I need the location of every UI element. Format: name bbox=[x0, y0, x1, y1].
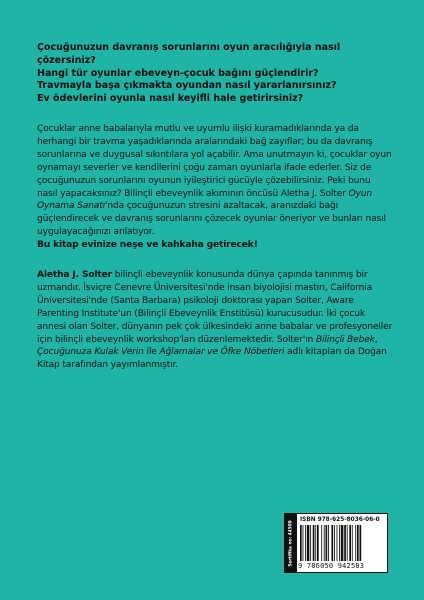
barcode-bar bbox=[331, 525, 333, 561]
separator-1: , bbox=[374, 334, 378, 345]
certificate-number: Sertifika no: 44509 bbox=[288, 519, 294, 567]
description-paragraph bbox=[37, 123, 393, 239]
barcode-bar bbox=[326, 525, 328, 561]
barcode-bar bbox=[352, 525, 353, 561]
barcode-bar bbox=[315, 525, 316, 561]
other-book-title-3: Ağlamalar ve Öfke Nöbetleri bbox=[159, 347, 285, 358]
barcode-bar bbox=[324, 525, 325, 561]
barcode-bar bbox=[341, 525, 344, 561]
question-3: Travmayla başa çıkmakta oyundan nasıl yararlanırsınız? bbox=[37, 80, 337, 92]
barcode-bar bbox=[360, 525, 362, 561]
barcode-bar bbox=[310, 525, 311, 561]
barcode-bar bbox=[349, 525, 351, 561]
barcode-bar bbox=[328, 525, 329, 561]
barcode-bar bbox=[321, 525, 322, 561]
author-bio-text-2: adlı kitapları da Doğan Kitap tarafından yayımlanmıştır. bbox=[37, 347, 387, 371]
author-bio-text-1: bilinçli ebeveynlik konusunda dünya çapında tanınmış bir uzmandır. İsviçre Cenevre Üniversitesi'nde insan biyolojisi mastırı, California Üniversitesi'nde (Santa Barbara) psikoloji doktorası yapan Solter, Aware Parenting Institute'un (Bilinçli Ebeveynlik Enstitüsü) kurucusudur. İki çocuk annesi olan Solter, dünyanın pek çok ülkesindeki anne babalar ve profesyoneller için bilinçli ebeveynlik workshop'ları düzenlemektedir. Solter'ın bbox=[37, 270, 393, 345]
book-title: Oyun Oynama Sanatı bbox=[37, 188, 372, 212]
question-list bbox=[37, 42, 393, 106]
barcode-bar bbox=[337, 525, 338, 561]
back-cover-content bbox=[37, 42, 393, 372]
other-book-title-1: Bilinçli Bebek bbox=[315, 334, 375, 345]
author-bio-paragraph bbox=[37, 269, 393, 372]
barcode-bar bbox=[300, 525, 302, 561]
barcode-bar bbox=[344, 525, 346, 561]
question-1: Çocuğunuzun davranış sorunlarını oyun aracılığıyla nasıl çözersiniz? bbox=[37, 42, 341, 66]
separator-2: ile bbox=[143, 347, 160, 358]
author-name: Aletha J. Solter bbox=[37, 270, 112, 281]
barcode-bar bbox=[357, 525, 359, 561]
description-text-2: 'nda çocuğunuzun stresini azaltacak, aranızdaki bağı güçlendirecek ve davranış sorunlarını çözecek oyunlar öneriyor ve bunları nasıl uygulayacağınızı anlatıyor. bbox=[37, 201, 386, 238]
barcode-bar bbox=[347, 525, 348, 561]
barcode-bar bbox=[313, 525, 315, 561]
question-2: Hangi tür oyunlar ebeveyn-çocuk bağını güçlendirir? bbox=[37, 67, 319, 79]
barcode-bar bbox=[303, 525, 304, 561]
barcode-bar bbox=[334, 525, 335, 561]
barcode-bar bbox=[305, 525, 306, 561]
certificate-strip bbox=[285, 514, 297, 572]
barcode-bar bbox=[307, 525, 310, 561]
barcode-digits: 9 786050 942583 bbox=[298, 562, 365, 570]
description-text-1: Çocuklar anne babalarıyla mutlu ve uyumlu ilişki kuramadıklarında ya da herhangi bir travma yaşadıklarında aralarındaki bağ zayıflar; bu da davranış sorunlarına ve duygusal sıkıntılara yol açabilir. Ama unutmayın ki, çocuklar oyun oynamayı severler ve kendilerini çoğu zaman oyunlarla ifade ederler. Siz de çocuğunuzun sorunlarını oyunun iyileştirici gücüyle çözebilirsiniz. Peki bunu nasıl yapacaksınız? Bilinçli ebeveynlik akımının öncüsü Aletha J. Solter bbox=[37, 123, 392, 199]
isbn-label: ISBN 978-625-8036-06-0 bbox=[300, 517, 380, 523]
barcode-bar bbox=[355, 525, 356, 561]
question-4: Ev ödevlerini oyunla nasıl keyifli hale getirirsiniz? bbox=[37, 93, 304, 105]
barcode-bar bbox=[339, 525, 340, 561]
barcode-bar bbox=[317, 525, 319, 561]
barcode-bars bbox=[300, 525, 384, 561]
closing-line: Bu kitap evinize neşe ve kahkaha getirecek! bbox=[37, 240, 258, 251]
barcode-box bbox=[284, 513, 388, 573]
other-book-title-2: Çocuğunuza Kulak Verin bbox=[37, 347, 144, 358]
